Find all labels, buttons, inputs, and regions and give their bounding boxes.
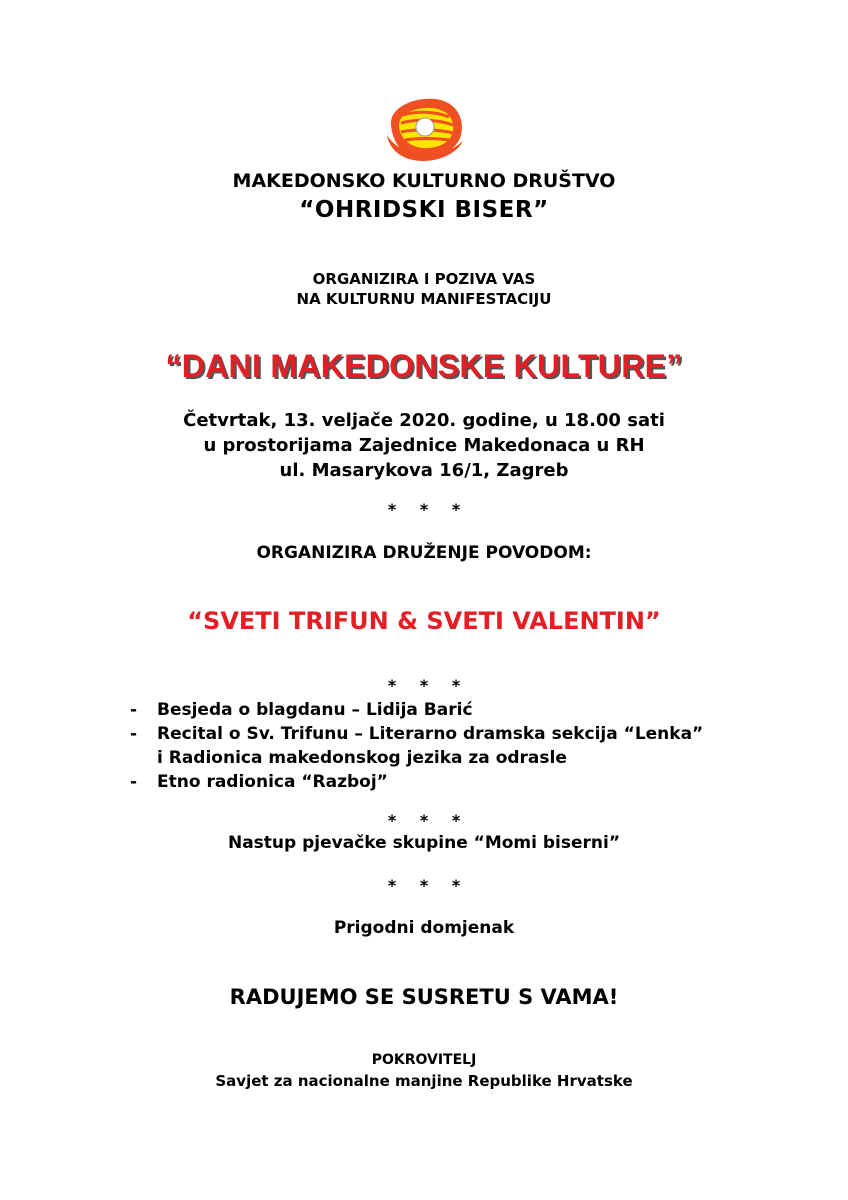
event-title: “DANI MAKEDONSKE KULTURE” — [165, 348, 683, 384]
separator-stars: * * * — [387, 500, 461, 519]
program-list — [130, 698, 703, 794]
event-date: Četvrtak, 13. veljače 2020. godine, u 18.00 sati — [183, 410, 665, 431]
separator-stars: * * * — [387, 676, 461, 695]
gathering-intro: ORGANIZIRA DRUŽENJE POVODOM: — [256, 543, 592, 563]
reception-line: Prigodni domjenak — [333, 918, 515, 938]
list-item: - Etno radionica “Razboj” — [130, 772, 388, 792]
invite-line-2: NA KULTURNU MANIFESTACIJU — [296, 290, 552, 308]
separator-stars: * * * — [387, 811, 461, 830]
sponsor-label: POKROVITELJ — [371, 1052, 477, 1068]
list-item: - Besjeda o blagdanu – Lidija Barić — [130, 700, 473, 720]
list-item: - Recital o Sv. Trifunu – Literarno dramska sekcija “Lenka” i Radionica makedonskog jezika za odrasle — [130, 724, 704, 768]
closing-line: RADUJEMO SE SUSRETU S VAMA! — [229, 985, 619, 1009]
sponsor-name: Savjet za nacionalne manjine Republike Hrvatske — [215, 1072, 633, 1090]
event-venue: u prostorijama Zajednice Makedonaca u RH — [203, 435, 645, 456]
oyster-pearl-logo — [385, 95, 465, 161]
org-name: MAKEDONSKO KULTURNO DRUŠTVO — [232, 170, 616, 192]
org-quoted-name: “OHRIDSKI BISER” — [299, 197, 549, 223]
gathering-occasion: “SVETI TRIFUN & SVETI VALENTIN” — [187, 607, 661, 635]
performance-line: Nastup pjevačke skupine “Momi biserni” — [227, 833, 621, 853]
separator-stars: * * * — [387, 876, 461, 895]
event-address: ul. Masarykova 16/1, Zagreb — [279, 460, 569, 481]
invite-line-1: ORGANIZIRA I POZIVA VAS — [312, 270, 536, 288]
